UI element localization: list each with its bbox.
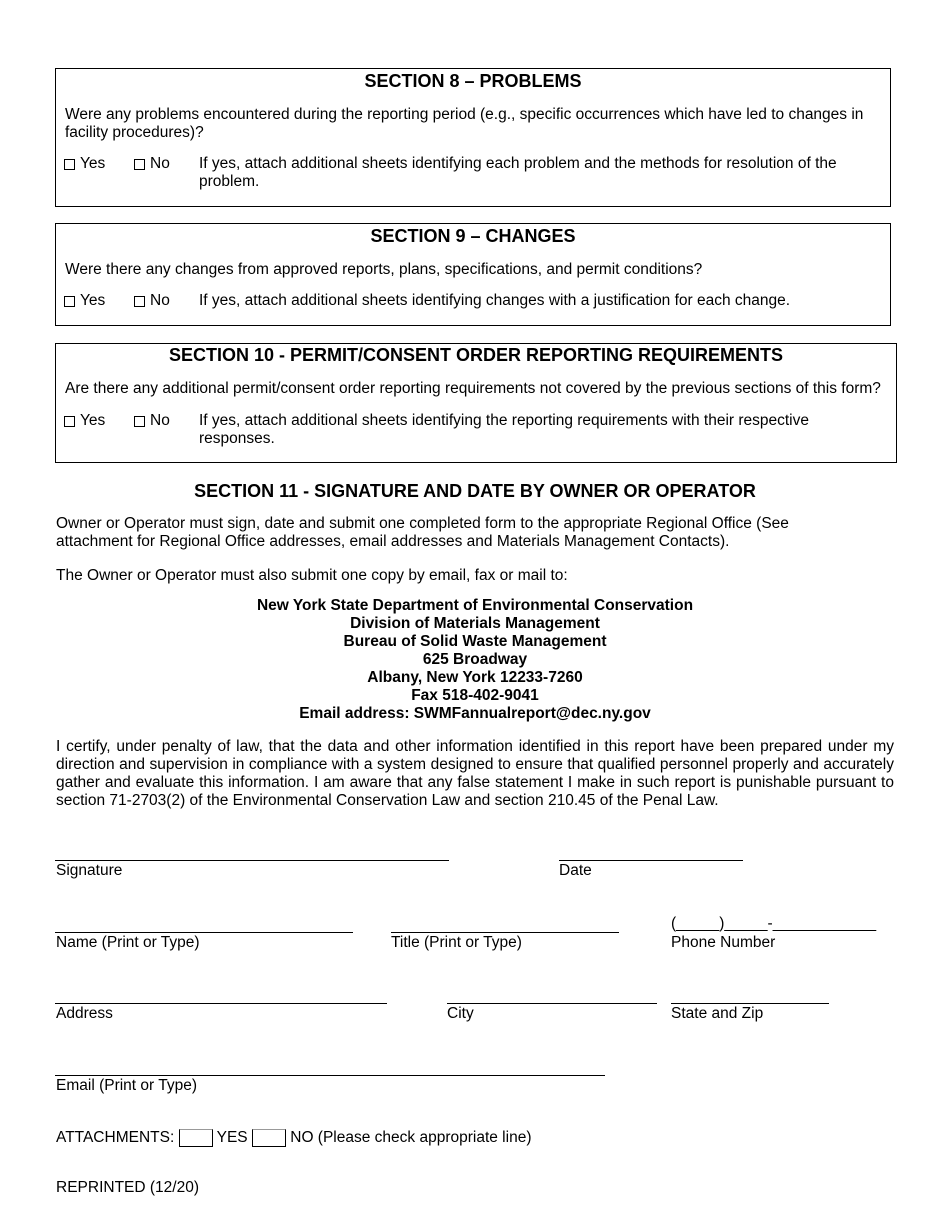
section-9-no-label: No bbox=[150, 292, 170, 309]
address-line-4: 625 Broadway bbox=[422, 651, 528, 668]
section-8-question: Were any problems encountered during the reporting period (e.g., specific occurrences which have led to changes in facility procedures)? bbox=[65, 106, 864, 141]
section-8-no-label: No bbox=[150, 155, 170, 172]
section-9-title: SECTION 9 – CHANGES bbox=[370, 226, 576, 246]
section-10-yes-checkbox[interactable] bbox=[64, 416, 75, 427]
address-line[interactable] bbox=[55, 1003, 387, 1004]
section-11-instructions: Owner or Operator must sign, date and submit one completed form to the appropriate Regional Office (See attachment for Regional Office addresses, email addresses and Materials Management Contacts). bbox=[56, 515, 789, 550]
email-line[interactable] bbox=[55, 1075, 605, 1076]
attachments-no-box[interactable] bbox=[252, 1129, 286, 1147]
section-9-box bbox=[55, 223, 891, 326]
section-8-no-checkbox[interactable] bbox=[134, 159, 145, 170]
email-label: Email (Print or Type) bbox=[56, 1077, 197, 1094]
date-line[interactable] bbox=[559, 860, 743, 861]
address-line-1: New York State Department of Environmental Conservation bbox=[256, 597, 694, 614]
section-10-note: If yes, attach additional sheets identifying the reporting requirements with their respective responses. bbox=[199, 412, 809, 447]
section-9-yes-label: Yes bbox=[80, 292, 106, 309]
attachments-label: ATTACHMENTS: bbox=[56, 1129, 175, 1147]
state-zip-line[interactable] bbox=[671, 1003, 829, 1004]
title-label: Title (Print or Type) bbox=[391, 934, 522, 951]
section-9-yes-checkbox[interactable] bbox=[64, 296, 75, 307]
signature-label: Signature bbox=[56, 862, 123, 879]
phone-label: Phone Number bbox=[671, 934, 776, 951]
city-line[interactable] bbox=[447, 1003, 657, 1004]
section-9-question: Were there any changes from approved reports, plans, specifications, and permit conditions? bbox=[65, 261, 703, 278]
section-10-title: SECTION 10 - PERMIT/CONSENT ORDER REPORTING REQUIREMENTS bbox=[168, 345, 784, 365]
state-zip-label: State and Zip bbox=[671, 1005, 764, 1022]
section-8-yes-option[interactable] bbox=[64, 155, 105, 173]
section-9-yes-option[interactable] bbox=[64, 292, 105, 310]
phone-number-field[interactable]: (_____)_____-____________ bbox=[671, 915, 877, 932]
section-10-no-option[interactable] bbox=[134, 412, 170, 430]
attachments-row bbox=[56, 1129, 531, 1147]
section-8-no-option[interactable] bbox=[134, 155, 170, 173]
address-label: Address bbox=[56, 1005, 113, 1022]
name-line[interactable] bbox=[55, 932, 353, 933]
section-8-box bbox=[55, 68, 891, 207]
section-10-yes-label: Yes bbox=[80, 412, 106, 429]
section-9-note: If yes, attach additional sheets identifying changes with a justification for each change. bbox=[199, 292, 791, 309]
attachments-yes-label: YES bbox=[216, 1129, 248, 1147]
signature-line[interactable] bbox=[55, 860, 449, 861]
section-8-title: SECTION 8 – PROBLEMS bbox=[364, 71, 582, 91]
address-line-2: Division of Materials Management bbox=[350, 615, 600, 632]
section-9-no-checkbox[interactable] bbox=[134, 296, 145, 307]
reprinted-date: REPRINTED (12/20) bbox=[56, 1179, 199, 1196]
section-10-box bbox=[55, 343, 897, 463]
address-line-5: Albany, New York 12233-7260 bbox=[367, 669, 583, 686]
section-8-yes-checkbox[interactable] bbox=[64, 159, 75, 170]
section-10-yes-option[interactable] bbox=[64, 412, 105, 430]
address-line-7: Email address: SWMFannualreport@dec.ny.gov bbox=[299, 705, 651, 722]
section-9-no-option[interactable] bbox=[134, 292, 170, 310]
attachments-yes-box[interactable] bbox=[179, 1129, 213, 1147]
section-8-yes-label: Yes bbox=[80, 155, 106, 172]
address-line-3: Bureau of Solid Waste Management bbox=[343, 633, 607, 650]
attachments-no-label: NO (Please check appropriate line) bbox=[290, 1129, 532, 1147]
section-11-title: SECTION 11 - SIGNATURE AND DATE BY OWNER OR OPERATOR bbox=[194, 481, 756, 501]
section-10-question: Are there any additional permit/consent order reporting requirements not covered by the previous sections of this form? bbox=[65, 380, 881, 397]
section-11-copy-instructions: The Owner or Operator must also submit one copy by email, fax or mail to: bbox=[56, 567, 568, 584]
section-10-no-label: No bbox=[150, 412, 170, 429]
certification-statement: I certify, under penalty of law, that the data and other information identified in this report have been prepared under my direction and supervision in compliance with a system designed to ensure that qualified personnel properly and accurately gather and evaluate this information. I am aware that any false statement I make in such report is punishable pursuant to section 71-2703(2) of the Environmental Conservation Law and section 210.45 of the Penal Law. bbox=[56, 738, 894, 809]
section-8-note: If yes, attach additional sheets identifying each problem and the methods for resolution of the problem. bbox=[199, 155, 837, 190]
section-10-no-checkbox[interactable] bbox=[134, 416, 145, 427]
city-label: City bbox=[447, 1005, 474, 1022]
address-line-6: Fax 518-402-9041 bbox=[411, 687, 539, 704]
title-line[interactable] bbox=[391, 932, 619, 933]
date-label: Date bbox=[559, 862, 592, 879]
name-label: Name (Print or Type) bbox=[56, 934, 200, 951]
